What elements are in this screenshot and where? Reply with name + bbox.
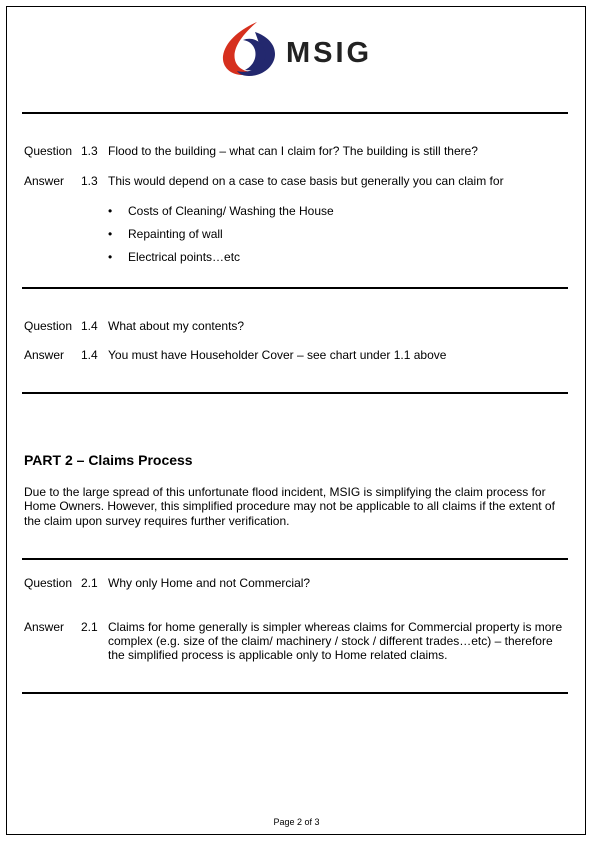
list-item: Electrical points…etc [128,250,241,264]
question-label: Question [24,319,73,333]
question-text: What about my contents? [108,319,245,333]
msig-logo-icon [221,20,277,78]
question-number: 2.1 [81,576,98,590]
answer-text: Claims for home generally is simpler whereas claims for Commercial property is more complex (e.g. size of the claim/ machinery / stock / different trades…etc) – therefore the simplified process is applicable only to Home related claims. [108,620,563,663]
list-item: Costs of Cleaning/ Washing the House [128,204,334,218]
answer-label: Answer [24,348,65,362]
msig-logo [221,20,381,78]
question-number: 1.4 [81,319,98,333]
question-label: Question [24,576,73,590]
divider [22,692,568,694]
bullet-icon: • [108,227,113,241]
bullet-icon: • [108,204,113,218]
section-heading: PART 2 – Claims Process [24,452,193,468]
section-paragraph: Due to the large spread of this unfortunate flood incident, MSIG is simplifying the claim process for Home Owners. However, this simplified procedure may not be applicable to all claims if the extent of the claim upon survey requires further verification. [24,485,555,528]
answer-number: 1.4 [81,348,98,362]
answer-text: You must have Householder Cover – see chart under 1.1 above [108,348,447,362]
answer-text: This would depend on a case to case basis but generally you can claim for [108,174,504,188]
question-label: Question [24,144,73,158]
answer-number: 1.3 [81,174,98,188]
page-number: Page 2 of 3 [273,817,320,827]
document-page [6,6,586,835]
answer-label: Answer [24,174,65,188]
bullet-icon: • [108,250,113,264]
divider [22,558,568,560]
list-item: Repainting of wall [128,227,223,241]
divider [22,392,568,394]
answer-label: Answer [24,620,65,634]
question-text: Why only Home and not Commercial? [108,576,311,590]
brand-name: MSIG [286,37,373,69]
divider [22,287,568,289]
question-text: Flood to the building – what can I claim for? The building is still there? [108,144,478,158]
answer-number: 2.1 [81,620,98,634]
question-number: 1.3 [81,144,98,158]
divider [22,112,568,114]
